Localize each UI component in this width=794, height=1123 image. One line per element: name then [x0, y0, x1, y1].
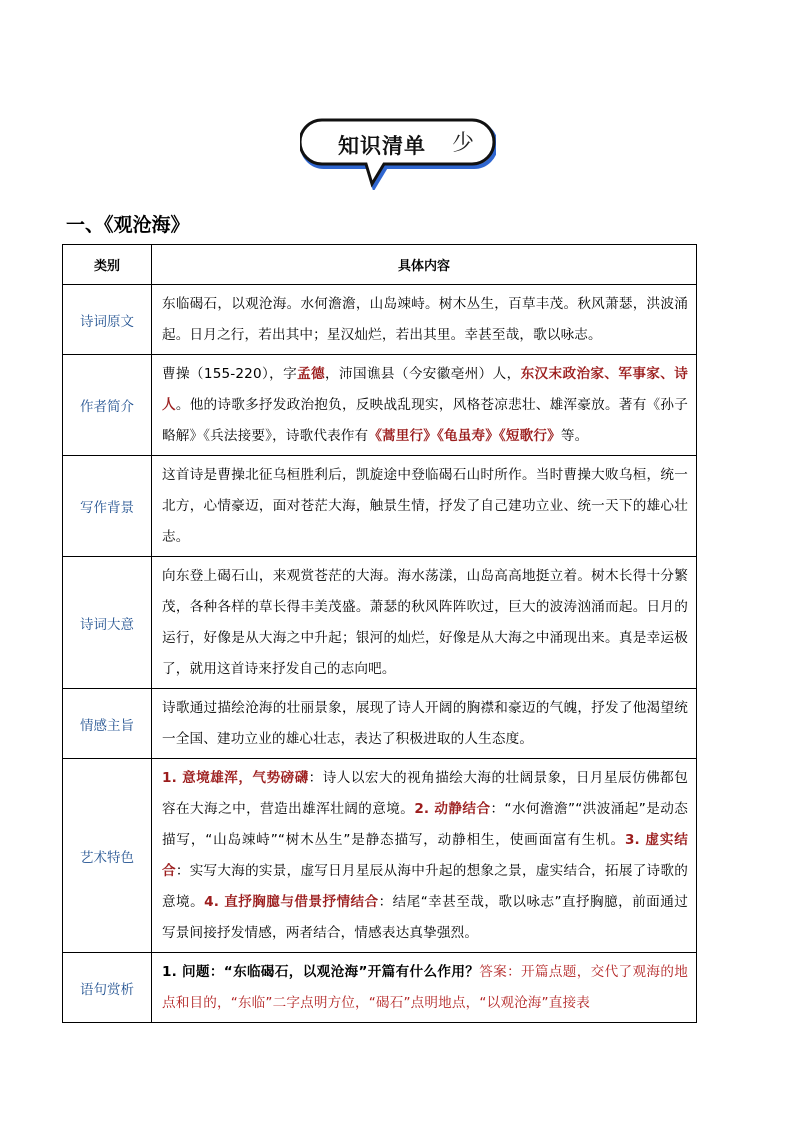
row-category: 诗词大意: [63, 557, 152, 689]
text-segment: 等。: [560, 428, 589, 444]
row-category: 艺术特色: [63, 759, 152, 953]
highlight-courtesy-name: 孟德: [297, 366, 326, 382]
row-category: 诗词原文: [63, 285, 152, 355]
row-content: 东临碣石，以观沧海。水何澹澹，山岛竦峙。树木丛生，百草丰茂。秋风萧瑟，洪波涌起。日月之行，若出其中；星汉灿烂，若出其里。幸甚至哉，歌以咏志。: [152, 285, 697, 355]
row-content: [152, 355, 697, 456]
table-row: [63, 557, 697, 689]
feature-text: ：实写大海的实景，虚写日月星辰从海中升起的想象之景，虚实结合，拓展了诗歌的意境。: [162, 863, 688, 910]
table-row: [63, 456, 697, 557]
header-content: 具体内容: [152, 245, 697, 285]
knowledge-table: [62, 244, 697, 1023]
row-content: [152, 953, 697, 1023]
feature-heading: 4. 直抒胸臆与借景抒情结合: [204, 894, 379, 910]
table-row: [63, 689, 697, 759]
row-content: 向东登上碣石山，来观赏苍茫的大海。海水荡漾，山岛高高地挺立着。树木长得十分繁茂，各种各样的草长得丰美茂盛。萧瑟的秋风阵阵吹过，巨大的波涛汹涌而起。日月的运行，好像是从大海之中升起；银河的灿烂，好像是从大海之中涌现出来。真是幸运极了，就用这首诗来抒发自己的志向吧。: [152, 557, 697, 689]
table-row: [63, 759, 697, 953]
text-segment: 曹操（155-220），字: [162, 366, 298, 382]
table-row: [63, 953, 697, 1023]
row-content: 诗歌通过描绘沧海的壮丽景象，展现了诗人开阔的胸襟和豪迈的气魄，抒发了他渴望统一全国、建功立业的雄心壮志，表达了积极进取的人生态度。: [152, 689, 697, 759]
row-content: [152, 759, 697, 953]
question-text: 1. 问题：“东临碣石，以观沧海”开篇有什么作用？: [162, 964, 480, 980]
table-header-row: [63, 245, 697, 285]
feature-text: ：诗人以宏大的视角描绘大海的壮阔景象，日月星辰仿佛都包容在大海之中，营造出雄浑壮阔的意境。: [162, 770, 688, 817]
feature-heading: 1. 意境雄浑，气势磅礴: [162, 770, 309, 786]
row-category: 语句赏析: [63, 953, 152, 1023]
brush-deco-icon: 少: [452, 131, 475, 156]
answer-text: 答案：开篇点题，交代了观海的地点和目的，“东临”二字点明方位，“碣石”点明地点，“以观沧海”直接表: [162, 964, 689, 1011]
text-segment: 。他的诗歌多抒发政治抱负，反映战乱现实，风格苍凉悲壮、雄浑豪放。著有《孙子略解》《兵法接要》，诗歌代表作有: [162, 397, 688, 444]
header-category: 类别: [63, 245, 152, 285]
row-content: 这首诗是曹操北征乌桓胜利后，凯旋途中登临碣石山时所作。当时曹操大败乌桓，统一北方，心情豪迈，面对苍茫大海，触景生情，抒发了自己建功立业、统一天下的雄心壮志。: [152, 456, 697, 557]
row-category: 写作背景: [63, 456, 152, 557]
section-title: 一、《观沧海》: [66, 214, 190, 236]
row-category: 情感主旨: [63, 689, 152, 759]
row-category: 作者简介: [63, 355, 152, 456]
knowledge-list-banner: [300, 116, 496, 190]
banner-title: 知识清单: [338, 134, 426, 158]
feature-text: ：结尾“幸甚至哉，歌以咏志”直抒胸臆，前面通过写景间接抒发情感，两者结合，情感表达真挚强烈。: [162, 894, 688, 941]
feature-heading: 3. 虚实结合: [162, 832, 688, 879]
table-row: [63, 285, 697, 355]
table-row: [63, 355, 697, 456]
text-segment: ，沛国谯县（今安徽亳州）人，: [325, 366, 521, 382]
feature-heading: 2. 动静结合: [414, 801, 491, 817]
highlight-identity: 东汉末政治家、军事家、诗人: [162, 366, 688, 413]
highlight-works: 《蒿里行》《龟虽寿》《短歌行》: [368, 428, 561, 444]
feature-text: ：“水何澹澹”“洪波涌起”是动态描写，“山岛竦峙”“树木丛生”是静态描写，动静相生，使画面富有生机。: [162, 801, 688, 848]
